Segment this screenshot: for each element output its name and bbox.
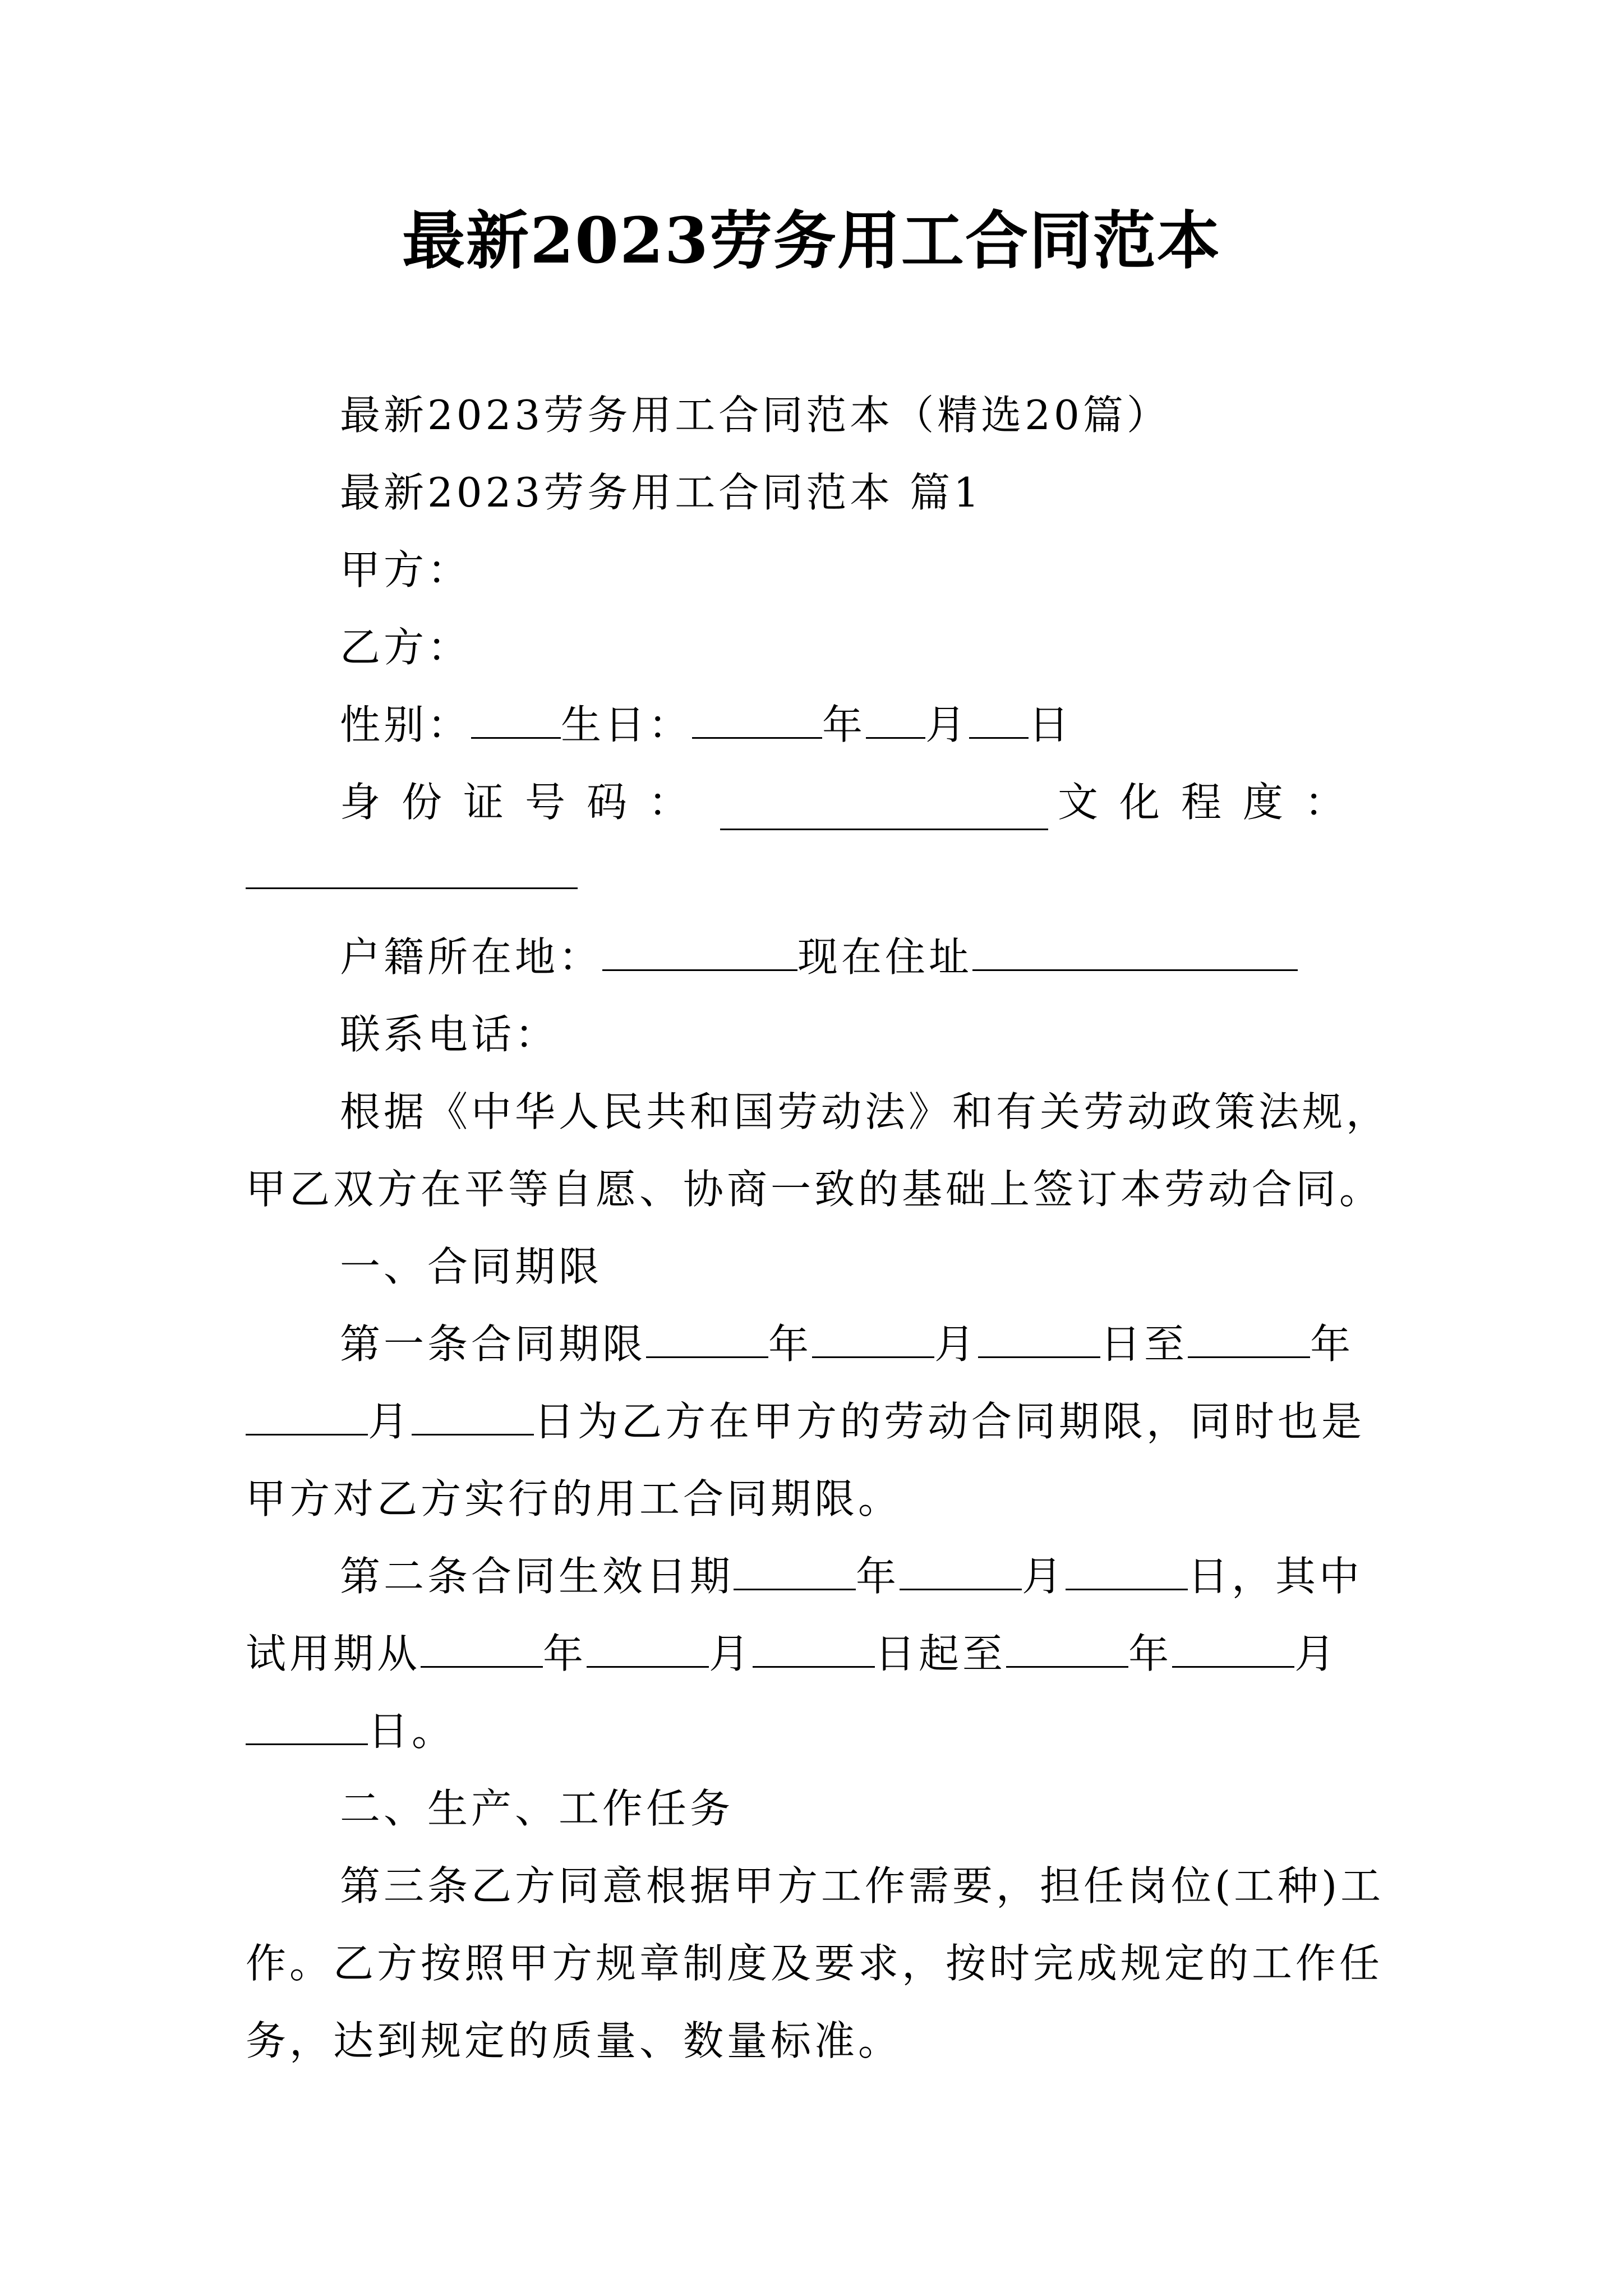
article-3-line-3: 务，达到规定的质量、数量标准。: [246, 2017, 902, 2064]
year-label: 年: [822, 701, 866, 748]
probation-start-year-blank: [421, 1627, 543, 1668]
month-label: 月: [709, 1630, 753, 1677]
start-year-blank: [646, 1317, 768, 1358]
gender-label: 性别：: [340, 701, 472, 748]
day-label: 日: [1029, 701, 1073, 748]
section-heading: 最新2023劳务用工合同范本 篇1: [340, 469, 983, 516]
month-label: 月: [1294, 1630, 1339, 1677]
end-month-blank: [246, 1395, 368, 1435]
probation-start-month-blank: [587, 1627, 709, 1668]
id-number-label: 身份证号码：: [340, 779, 711, 826]
article-2-line-2: [246, 1626, 1338, 1682]
month-label: 月: [925, 701, 970, 748]
year-label: 年: [543, 1630, 587, 1677]
gender-blank: [471, 698, 561, 739]
article-1-line-1: [340, 1316, 1354, 1372]
month-label: 月: [1022, 1553, 1066, 1600]
article-1-to: 日至: [1100, 1320, 1188, 1368]
article-3-line-1: 第三条乙方同意根据甲方工作需要，担任岗位(工种)工: [340, 1862, 1385, 1910]
year-label: 年: [768, 1320, 813, 1368]
article-2-suffix: 日，其中: [1188, 1553, 1363, 1600]
probation-start-day-blank: [753, 1627, 875, 1668]
effective-day-blank: [1066, 1549, 1188, 1590]
start-month-blank: [812, 1317, 934, 1358]
end-day-blank: [412, 1395, 534, 1435]
phone-label: 联系电话：: [340, 1011, 559, 1058]
address-blank: [972, 930, 1298, 971]
birth-month-blank: [866, 698, 925, 739]
year-label: 年: [1128, 1630, 1173, 1677]
month-label: 月: [368, 1398, 412, 1445]
probation-end-year-blank: [1006, 1627, 1128, 1668]
year-label: 年: [856, 1553, 900, 1600]
education-blank: [246, 887, 578, 889]
probation-prefix: 试用期从: [246, 1630, 421, 1677]
article-2-line-3: [246, 1703, 455, 1759]
heading-contract-term: 一、合同期限: [340, 1243, 603, 1290]
end-year-blank: [1188, 1317, 1310, 1358]
article-2-line-1: [340, 1548, 1363, 1604]
preamble-line-2: 甲乙双方在平等自愿、协商一致的基础上签订本劳动合同。: [246, 1166, 1384, 1213]
article-2-end: 日。: [368, 1708, 456, 1755]
id-education-line: [340, 774, 1366, 830]
gender-birthday-line: [340, 697, 1072, 753]
probation-from: 日起至: [875, 1630, 1007, 1677]
preamble-line-1: 根据《中华人民共和国劳动法》和有关劳动政策法规，: [340, 1088, 1390, 1135]
birth-year-blank: [692, 698, 822, 739]
probation-end-day-blank: [246, 1704, 368, 1745]
heading-work-tasks: 二、生产、工作任务: [340, 1785, 734, 1832]
document-title: 最新2023劳务用工合同范本: [402, 204, 1221, 278]
birthday-label: 生日：: [561, 701, 693, 748]
probation-end-month-blank: [1172, 1627, 1294, 1668]
residence-line: [340, 929, 1298, 985]
article-1-line-2-text: 日为乙方在甲方的劳动合同期限，同时也是: [534, 1398, 1366, 1445]
address-label: 现在住址: [797, 933, 973, 981]
birth-day-blank: [969, 698, 1029, 739]
party-b-label: 乙方：: [340, 624, 472, 671]
month-label: 月: [934, 1320, 979, 1368]
education-label: 文化程度：: [1057, 779, 1366, 826]
subtitle: 最新2023劳务用工合同范本（精选20篇）: [340, 392, 1170, 439]
hukou-blank: [602, 930, 797, 971]
effective-month-blank: [900, 1549, 1022, 1590]
article-1-line-3: 甲方对乙方实行的用工合同期限。: [246, 1475, 902, 1522]
id-number-blank: [720, 789, 1048, 830]
effective-year-blank: [734, 1549, 856, 1590]
hukou-label: 户籍所在地：: [340, 933, 603, 981]
article-3-line-2: 作。乙方按照甲方规章制度及要求，按时完成规定的工作任: [246, 1940, 1384, 1987]
party-a-label: 甲方：: [340, 546, 472, 593]
article-2-prefix: 第二条合同生效日期: [340, 1553, 734, 1600]
start-day-blank: [978, 1317, 1100, 1358]
year-label: 年: [1310, 1320, 1354, 1368]
article-1-line-2: [246, 1393, 1365, 1450]
article-1-prefix: 第一条合同期限: [340, 1320, 647, 1368]
